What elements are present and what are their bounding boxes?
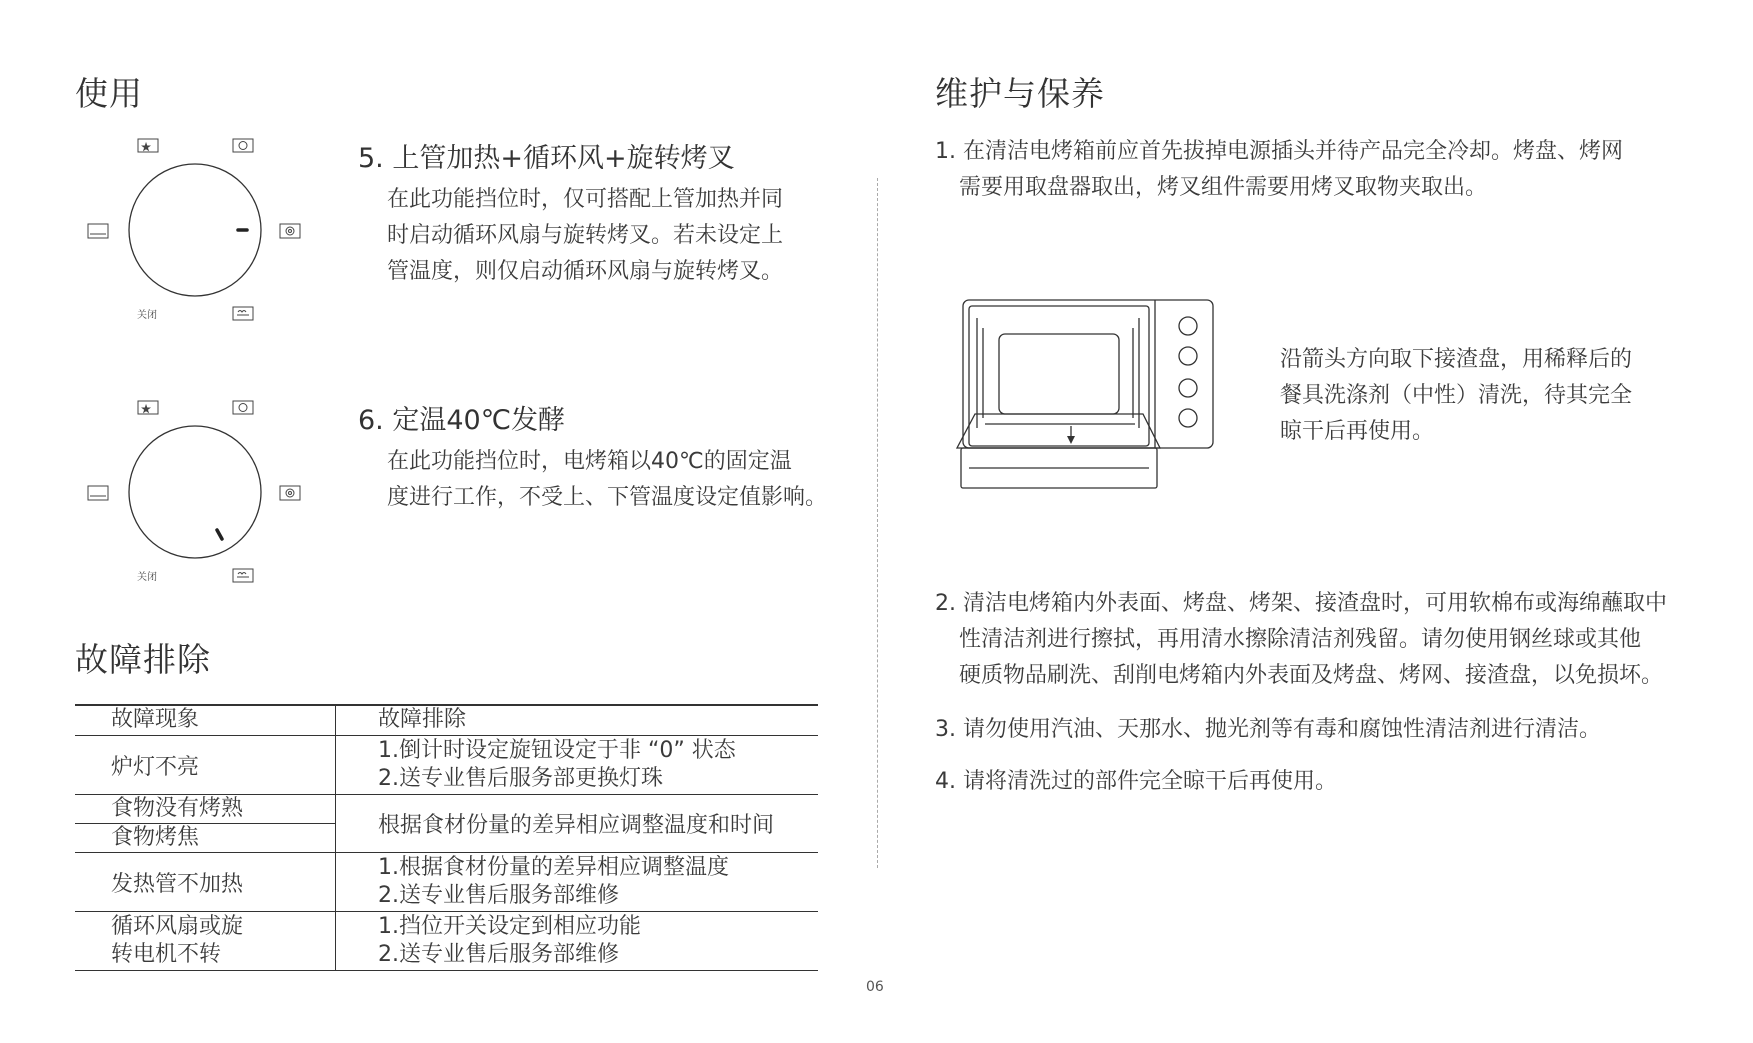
svg-text:★: ★ xyxy=(142,143,151,153)
crumb-tray-note: 沿箭头方向取下接渣盘，用稀释后的 餐具洗涤剂（中性）清洗，待其完全 晾干后再使用。 xyxy=(1280,347,1633,444)
fix-cell: 1.根据食材份量的差异相应调整温度 2.送专业售后服务部维修 xyxy=(336,853,819,912)
dial-icon-right xyxy=(280,224,300,238)
table-header-row xyxy=(75,705,818,736)
symptom-cell: 食物没有烤熟 xyxy=(75,795,336,824)
function-dial-6 xyxy=(80,397,310,597)
table-row xyxy=(75,736,818,795)
dial-off-label: 关闭 xyxy=(137,310,157,321)
table-row xyxy=(75,795,818,824)
table-row xyxy=(75,912,818,971)
maintenance-item-4: 4. 请将清洗过的部件完全晾干后再使用。 xyxy=(935,769,1337,794)
fix-cell: 1.倒计时设定旋钮设定于非 “0” 状态 2.送专业售后服务部更换灯珠 xyxy=(336,736,819,795)
column-divider xyxy=(877,178,878,868)
maintenance-item-3: 3. 请勿使用汽油、天那水、抛光剂等有毒和腐蚀性清洁剂进行清洁。 xyxy=(935,717,1601,742)
mode6-description: 在此功能挡位时，电烤箱以40℃的固定温 度进行工作，不受上、下管温度设定值影响。 xyxy=(387,449,828,510)
dial-icon-top-right xyxy=(233,139,253,152)
maintenance-item-1: 1. 在清洁电烤箱前应首先拔掉电源插头并待产品完全冷却。烤盘、烤网 需要用取盘器取出，烤叉组件需要用烤叉取物夹取出。 xyxy=(935,139,1623,200)
mode5-description: 在此功能挡位时，仅可搭配上管加热并同 时启动循环风扇与旋转烤叉。若未设定上 管温度，则仅启动循环风扇与旋转烤叉。 xyxy=(387,187,784,284)
dial-pointer xyxy=(217,530,222,539)
function-dial-5 xyxy=(80,135,310,335)
table-row xyxy=(75,853,818,912)
maintenance-item-2: 2. 清洁电烤箱内外表面、烤盘、烤架、接渣盘时，可用软棉布或海绵蘸取中 性清洁剂进行擦拭，再用清水擦除清洁剂残留。请勿使用钢丝球或其他 硬质物品刷洗、刮削电烤箱内外表面及烤盘、烤网、接渣盘，以免损坏。 xyxy=(935,591,1667,688)
usage-title: 使用 xyxy=(75,74,143,113)
symptom-cell: 发热管不加热 xyxy=(75,853,336,912)
fix-cell: 根据食材份量的差异相应调整温度和时间 xyxy=(336,795,819,853)
troubleshooting-table xyxy=(75,705,818,971)
fix-cell: 1.挡位开关设定到相应功能 2.送专业售后服务部维修 xyxy=(336,912,819,971)
dial-icon-top-right xyxy=(233,401,253,414)
symptom-cell: 炉灯不亮 xyxy=(75,736,336,795)
oven-illustration xyxy=(955,298,1220,494)
symptom-cell: 循环风扇或旋 转电机不转 xyxy=(75,912,336,971)
mode6-title: 6. 定温40℃发酵 xyxy=(358,405,566,436)
maintenance-title: 维护与保养 xyxy=(935,74,1105,113)
dial-icon-right xyxy=(280,486,300,500)
header-symptom: 故障现象 xyxy=(75,705,336,736)
dial-icon-bottom-right xyxy=(233,569,253,582)
dial-icon-left xyxy=(88,486,108,500)
page-number: 06 xyxy=(866,979,884,995)
dial-icon-left xyxy=(88,224,108,238)
dial-icon-top-left xyxy=(138,401,158,415)
symptom-cell: 食物烤焦 xyxy=(75,824,336,853)
dial-icon-top-left xyxy=(138,139,158,153)
header-fix: 故障排除 xyxy=(336,705,819,736)
dial-off-label: 关闭 xyxy=(137,572,157,583)
dial-icon-bottom-right xyxy=(233,307,253,320)
mode5-title: 5. 上管加热+循环风+旋转烤叉 xyxy=(358,143,735,174)
dial-circle xyxy=(129,426,261,558)
svg-text:★: ★ xyxy=(142,405,151,415)
troubleshooting-title: 故障排除 xyxy=(75,640,211,679)
